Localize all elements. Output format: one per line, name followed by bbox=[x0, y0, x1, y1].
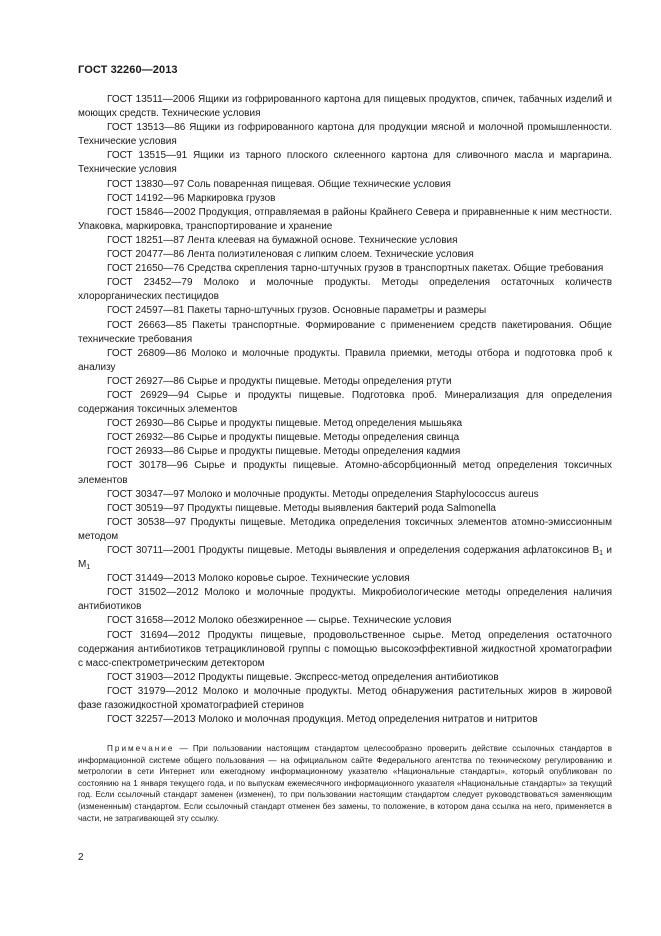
reference-title: Сырье и продукты пищевые. Метод определения мышьяка bbox=[187, 418, 463, 430]
reference-code: ГОСТ 26809—86 bbox=[107, 347, 187, 359]
reference-code: ГОСТ 26930—86 bbox=[107, 418, 185, 430]
reference-code: ГОСТ 31903—2012 bbox=[107, 671, 196, 683]
reference-title: Молоко и молочные продукты. Методы определения остаточных количеств хлорорганических пестицидов bbox=[78, 277, 613, 303]
reference-entry bbox=[78, 572, 612, 586]
reference-code: ГОСТ 31979—2012 bbox=[107, 685, 198, 697]
reference-title: Ящики из тарного плоского склеенного картона для сливочного масла и маргарина. Технические условия bbox=[78, 150, 612, 176]
reference-code: ГОСТ 24597—81 bbox=[107, 305, 185, 317]
reference-entry bbox=[78, 431, 612, 445]
reference-title: Продукты пищевые, продовольственное сырье. Метод определения остаточного содержания антибиотиков тетрациклиновой группы с помощью высокоэффективной жидкостной хроматографии с масс-спектрометрическим детектором bbox=[78, 629, 612, 669]
reference-entry bbox=[78, 234, 612, 248]
reference-title: Продукты пищевые. Методы выявления и определения содержания афлатоксинов В bbox=[198, 545, 600, 556]
reference-entry bbox=[78, 629, 612, 671]
note-label: Примечание bbox=[107, 744, 175, 753]
reference-entry bbox=[78, 459, 612, 487]
reference-title: Пакеты транспортные. Формирование с применением средств пакетирования. Общие технические требования bbox=[78, 319, 612, 345]
reference-title: Молоко и молочные продукты. Методы определения Staphylococcus aureus bbox=[187, 488, 539, 500]
reference-entry bbox=[78, 262, 612, 276]
reference-code: ГОСТ 20477—86 bbox=[107, 249, 185, 261]
note-paragraph bbox=[78, 743, 612, 824]
reference-title: Маркировка грузов bbox=[187, 192, 276, 204]
reference-code: ГОСТ 32257—2013 bbox=[107, 714, 196, 726]
reference-entry bbox=[78, 586, 612, 614]
reference-title: Сырье и продукты пищевые. Методы определения свинца bbox=[187, 432, 460, 444]
reference-entry bbox=[78, 502, 612, 516]
reference-entry bbox=[78, 192, 612, 206]
reference-entry bbox=[78, 445, 612, 459]
reference-entry bbox=[78, 304, 612, 318]
reference-code: ГОСТ 30519—97 bbox=[107, 502, 185, 514]
reference-title: Средства скрепления тарно-штучных грузов в транспортных пакетах. Общие требования bbox=[187, 263, 604, 275]
reference-entry bbox=[78, 206, 612, 234]
reference-title: Пакеты тарно-штучных грузов. Основные параметры и размеры bbox=[187, 305, 487, 317]
reference-subscript: 1 bbox=[86, 564, 91, 572]
reference-entry bbox=[78, 685, 612, 713]
reference-entry bbox=[78, 121, 612, 149]
reference-title: Сырье и продукты пищевые. Методы определения кадмия bbox=[187, 446, 461, 458]
reference-code: ГОСТ 13513—86 bbox=[107, 122, 186, 134]
reference-code: ГОСТ 30538—97 bbox=[107, 516, 187, 528]
reference-title: Лента полиэтиленовая с липким слоем. Технические условия bbox=[187, 249, 474, 261]
reference-title: Сырье и продукты пищевые. Подготовка проб. Минерализация для определения содержания токсичных элементов bbox=[78, 389, 612, 416]
reference-entry bbox=[78, 488, 612, 502]
reference-title: Молоко и молочные продукты. Микробиологические методы определения наличия антибиотиков bbox=[78, 587, 612, 613]
reference-code: ГОСТ 31449—2013 bbox=[107, 573, 196, 585]
reference-entry bbox=[78, 544, 612, 572]
reference-title: Соль поваренная пищевая. Общие технические условия bbox=[187, 178, 451, 190]
reference-code: ГОСТ 30711—2001 bbox=[107, 545, 196, 556]
reference-title: Продукты пищевые. Экспресс-метод определения антибиотиков bbox=[198, 671, 499, 683]
reference-entry bbox=[78, 319, 612, 347]
reference-entry bbox=[78, 417, 612, 431]
reference-entry bbox=[78, 149, 612, 177]
reference-code: ГОСТ 13830—97 bbox=[107, 178, 185, 190]
reference-title: Молоко и молочные продукты. Правила приемки, методы отбора и подготовка проб к анализу bbox=[78, 347, 613, 373]
reference-code: ГОСТ 13511—2006 bbox=[107, 94, 195, 105]
reference-entry bbox=[78, 516, 612, 544]
normative-references-list bbox=[78, 93, 612, 727]
reference-code: ГОСТ 18251—87 bbox=[107, 234, 185, 246]
reference-title-cont: и М bbox=[78, 545, 612, 571]
reference-title: Молоко и молочные продукты. Метод обнаружения растительных жиров в жировой фазе газожидкостной хроматографией стеринов bbox=[78, 685, 612, 712]
reference-title: Ящики из гофрированного картона для продукции мясной и молочной промышленности. Технические условия bbox=[78, 122, 612, 148]
reference-title: Сырье и продукты пищевые. Методы определения ртути bbox=[187, 375, 452, 387]
reference-code: ГОСТ 31694—2012 bbox=[107, 629, 201, 641]
reference-entry bbox=[78, 178, 612, 192]
reference-code: ГОСТ 14192—96 bbox=[107, 192, 185, 204]
reference-title: Ящики из гофрированного картона для пищевых продуктов, спичек, табачных изделий и моющих средств. Технические условия bbox=[78, 94, 612, 120]
reference-code: ГОСТ 15846—2002 bbox=[107, 206, 196, 218]
reference-entry bbox=[78, 614, 612, 628]
reference-code: ГОСТ 26933—86 bbox=[107, 446, 185, 458]
reference-title: Сырье и продукты пищевые. Атомно-абсорбционный метод определения токсичных элементов bbox=[78, 460, 612, 486]
reference-entry bbox=[78, 248, 612, 262]
reference-title: Молоко и молочная продукция. Метод определения нитратов и нитритов bbox=[198, 714, 538, 726]
reference-title: Молоко обезжиренное — сырье. Технические условия bbox=[198, 615, 452, 627]
reference-entry bbox=[78, 375, 612, 389]
reference-code: ГОСТ 23452—79 bbox=[107, 277, 193, 289]
reference-title: Продукция, отправляемая в районы Крайнего Севера и приравненные к ним местности. Упаковка, маркировка, транспортирование и хранение bbox=[78, 206, 612, 232]
reference-title: Продукты пищевые. Методика определения токсичных элементов атомно-эмиссионным методом bbox=[78, 516, 612, 542]
reference-entry bbox=[78, 671, 612, 685]
reference-entry bbox=[78, 389, 612, 417]
reference-entry bbox=[78, 713, 612, 727]
reference-entry bbox=[78, 276, 612, 304]
reference-title: Лента клеевая на бумажной основе. Технические условия bbox=[187, 234, 458, 246]
reference-entry bbox=[78, 93, 612, 121]
page-number: 2 bbox=[78, 852, 84, 863]
reference-code: ГОСТ 30178—96 bbox=[107, 460, 188, 472]
reference-title: Продукты пищевые. Методы выявления бактерий рода Salmonella bbox=[187, 502, 496, 514]
reference-title: Молоко коровье сырое. Технические условия bbox=[198, 573, 410, 585]
reference-code: ГОСТ 31502—2012 bbox=[107, 587, 199, 599]
reference-code: ГОСТ 26663—85 bbox=[107, 319, 187, 331]
reference-code: ГОСТ 21650—76 bbox=[107, 263, 185, 275]
reference-code: ГОСТ 26932—86 bbox=[107, 432, 185, 444]
reference-code: ГОСТ 26927—86 bbox=[107, 375, 185, 387]
document-header: ГОСТ 32260—2013 bbox=[78, 64, 178, 76]
reference-code: ГОСТ 30347—97 bbox=[107, 488, 185, 500]
note-text: — При пользовании настоящим стандартом целесообразно проверить действие ссылочных стандартов в информационной системе общего пользования — на официальном сайте Федерального агентства по техническому регулированию и метрологии в сети Интернет или ежегодному информационному указателю «Национальные стандарты», который опубликован по состоянию на 1 января текущего года, и по выпускам ежемесячного информационного указателя «Национальные стандарты» за текущий год. Если ссылочный стандарт заменен (изменен), то при пользовании настоящим стандартом следует руководствоваться заменяющим (измененным) стандартом. Если ссылочный стандарт отменен без замены, то положение, в котором дана ссылка на него, применяется в части, не затрагивающей эту ссылку. bbox=[78, 744, 612, 823]
reference-code: ГОСТ 31658—2012 bbox=[107, 615, 196, 627]
reference-code: ГОСТ 26929—94 bbox=[107, 389, 190, 401]
reference-entry bbox=[78, 347, 612, 375]
reference-subscript: 1 bbox=[599, 550, 604, 557]
reference-code: ГОСТ 13515—91 bbox=[107, 150, 188, 162]
